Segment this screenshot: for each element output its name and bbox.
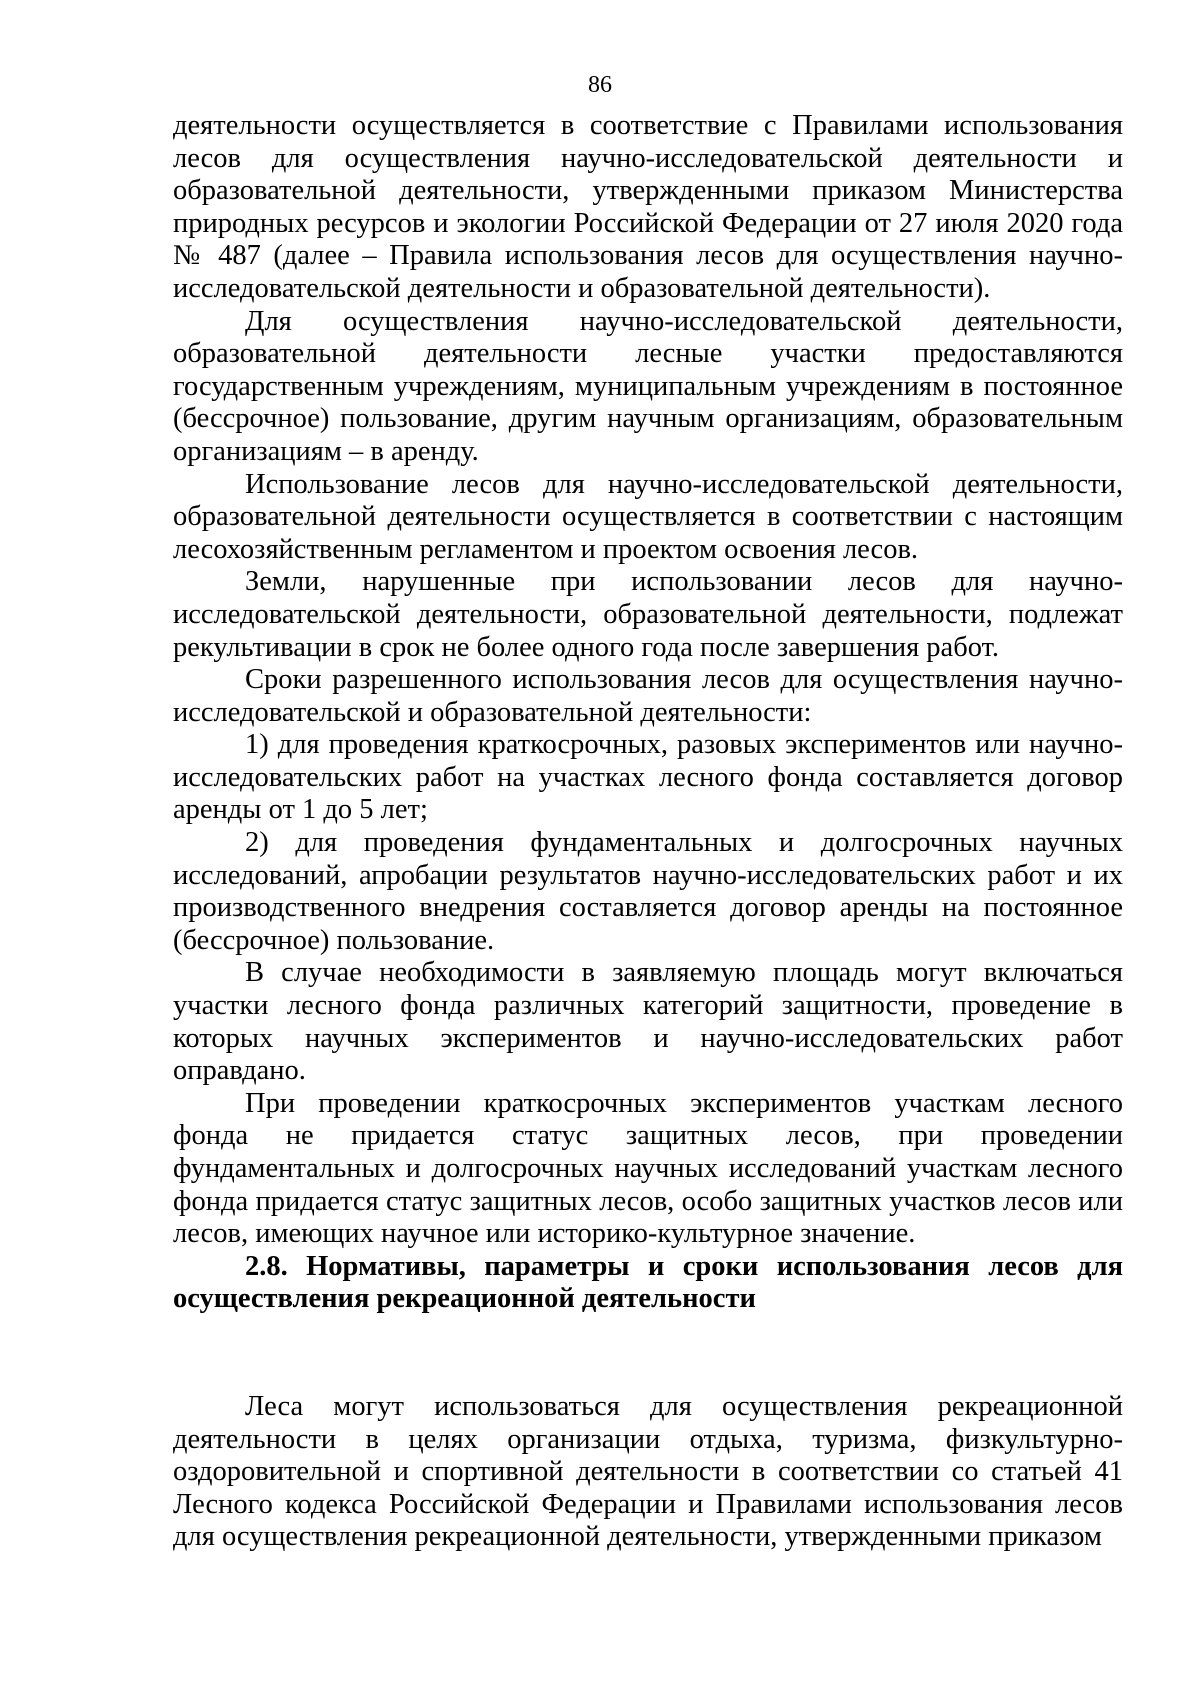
paragraph: При проведении краткосрочных экспериментов участкам лесного фонда не придается статус защитных лесов, при проведении фундаментальных и долгосрочных научных исследований участкам лесного фонда придается статус защитных лесов, особо защитных участков лесов или лесов, имеющих научное или историко-культурное значение. (173, 1087, 1123, 1250)
list-item: 1) для проведения краткосрочных, разовых экспериментов или научно-исследовательских работ на участках лесного фонда составляется договор аренды от 1 до 5 лет; (173, 729, 1123, 826)
page-number: 86 (588, 72, 612, 98)
paragraph: деятельности осуществляется в соответствие с Правилами использования лесов для осуществления научно-исследовательской деятельности и образовательной деятельности, утвержденными приказом Министерства природных ресурсов и экологии Российской Федерации от 27 июля 2020 года № 487 (далее – Правила использования лесов для осуществления научно-исследовательской деятельности и образовательной деятельности). (173, 110, 1123, 304)
paragraph: Для осуществления научно-исследовательской деятельности, образовательной деятельности лесные участки предоставляются государственным учреждениям, муниципальным учреждениям в постоянное (бессрочное) пользование, другим научным организациям, образовательным организациям – в аренду. (173, 305, 1123, 467)
section-heading: 2.8. Нормативы, параметры и сроки использования лесов для осуществления рекреационной деятельности (173, 1250, 1123, 1315)
paragraph: Сроки разрешенного использования лесов для осуществления научно-исследовательской и образовательной деятельности: (173, 664, 1123, 728)
document-body (173, 110, 1123, 1554)
paragraph: Земли, нарушенные при использовании лесов для научно-исследовательской деятельности, образовательной деятельности, подлежат рекультивации в срок не более одного года после завершения работ. (173, 566, 1123, 663)
paragraph: Леса могут использоваться для осуществления рекреационной деятельности в целях организации отдыха, туризма, физкультурно-оздоровительной и спортивной деятельности в соответствии со статьей 41 Лесного кодекса Российской Федерации и Правилами использования лесов для осуществления рекреационной деятельности, утвержденными приказом (173, 1390, 1123, 1553)
list-item: 2) для проведения фундаментальных и долгосрочных научных исследований, апробации результатов научно-исследовательских работ и их производственного внедрения составляется договор аренды на постоянное (бессрочное) пользование. (173, 827, 1123, 956)
paragraph: Использование лесов для научно-исследовательской деятельности, образовательной деятельности осуществляется в соответствии с настоящим лесохозяйственным регламентом и проектом освоения лесов. (173, 468, 1123, 565)
paragraph: В случае необходимости в заявляемую площадь могут включаться участки лесного фонда различных категорий защитности, проведение в которых научных экспериментов и научно-исследовательских работ оправдано. (173, 957, 1123, 1087)
